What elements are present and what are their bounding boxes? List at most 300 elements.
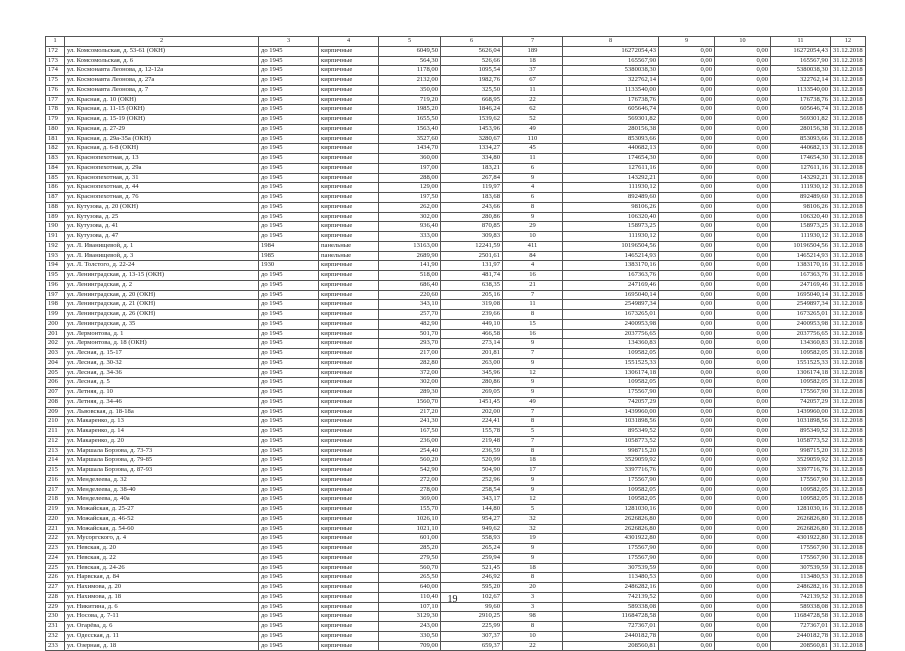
table-row — [46, 524, 866, 534]
table-cell: 12 — [503, 495, 563, 505]
table-cell: 197,50 — [379, 193, 441, 203]
table-cell: 188 — [46, 202, 65, 212]
table-cell: 109582,05 — [771, 378, 831, 388]
table-cell: 17 — [503, 466, 563, 476]
table-cell: 9 — [503, 388, 563, 398]
table-cell: 2132,00 — [379, 76, 441, 86]
table-cell: 1551525,33 — [563, 358, 659, 368]
table-cell: 279,50 — [379, 553, 441, 563]
table-cell: 197,00 — [379, 163, 441, 173]
table-cell: 1465214,93 — [771, 251, 831, 261]
table-cell: 189 — [503, 46, 563, 56]
table-cell: 518,00 — [379, 271, 441, 281]
table-cell: до 1945 — [259, 378, 319, 388]
table-cell: 232 — [46, 631, 65, 641]
table-row — [46, 163, 866, 173]
table-row — [46, 115, 866, 125]
table-cell: 141,90 — [379, 261, 441, 271]
table-cell: 239,66 — [441, 310, 503, 320]
column-number-cell: 3 — [259, 37, 319, 47]
table-cell: ул. Красная, д. 11-15 (ОКН) — [65, 105, 259, 115]
column-number-cell: 12 — [831, 37, 866, 47]
table-cell: 0,00 — [659, 641, 715, 651]
table-cell: 31.12.2018 — [831, 85, 866, 95]
table-cell: кирпичные — [319, 183, 379, 193]
table-cell: 0,00 — [715, 300, 771, 310]
table-cell: 0,00 — [659, 388, 715, 398]
table-cell: кирпичные — [319, 397, 379, 407]
table-cell: 0,00 — [659, 300, 715, 310]
table-cell: до 1945 — [259, 85, 319, 95]
table-cell: ул. Менделеева, д. 38-40 — [65, 485, 259, 495]
table-cell: 192 — [46, 241, 65, 251]
table-cell: 208560,81 — [563, 641, 659, 651]
table-cell: кирпичные — [319, 349, 379, 359]
table-cell: ул. Комсомольская, д. 6 — [65, 56, 259, 66]
table-cell: ул. Макаренко, д. 14 — [65, 427, 259, 437]
table-row — [46, 456, 866, 466]
table-row — [46, 202, 866, 212]
table-cell: 196 — [46, 280, 65, 290]
table-cell: 191 — [46, 232, 65, 242]
table-cell: 0,00 — [659, 115, 715, 125]
table-row — [46, 105, 866, 115]
table-cell: ул. Красная, д. 10 (ОКН) — [65, 95, 259, 105]
table-cell: кирпичные — [319, 544, 379, 554]
table-cell: 215 — [46, 466, 65, 476]
column-number-cell: 10 — [715, 37, 771, 47]
table-cell: 466,58 — [441, 329, 503, 339]
table-cell: 350,00 — [379, 85, 441, 95]
table-cell: 109582,05 — [563, 378, 659, 388]
table-cell: 179 — [46, 115, 65, 125]
table-cell: до 1945 — [259, 368, 319, 378]
table-cell: 0,00 — [715, 290, 771, 300]
table-cell: кирпичные — [319, 563, 379, 573]
table-cell: кирпичные — [319, 310, 379, 320]
table-cell: до 1945 — [259, 76, 319, 86]
table-cell: 110 — [503, 134, 563, 144]
table-cell: 31.12.2018 — [831, 553, 866, 563]
table-row — [46, 397, 866, 407]
table-cell: 5 — [503, 427, 563, 437]
table-cell: 0,00 — [715, 456, 771, 466]
table-cell: ул. Космонавта Леонова, д. 7 — [65, 85, 259, 95]
table-row — [46, 134, 866, 144]
table-cell: до 1945 — [259, 505, 319, 515]
table-cell: 0,00 — [659, 251, 715, 261]
table-cell: 31.12.2018 — [831, 329, 866, 339]
table-cell: 31.12.2018 — [831, 456, 866, 466]
table-cell: ул. Ленинградская, д. 21 (ОКН) — [65, 300, 259, 310]
table-cell: 0,00 — [659, 436, 715, 446]
table-cell: 175567,90 — [563, 475, 659, 485]
table-cell: до 1945 — [259, 534, 319, 544]
table-cell: кирпичные — [319, 466, 379, 476]
table-cell: 0,00 — [715, 407, 771, 417]
table-cell: 1021,10 — [379, 524, 441, 534]
table-cell: 0,00 — [659, 583, 715, 593]
table-cell: 360,00 — [379, 154, 441, 164]
table-cell: 0,00 — [659, 319, 715, 329]
table-cell: 322762,14 — [771, 76, 831, 86]
table-cell: 1306174,18 — [563, 368, 659, 378]
table-cell: 258,54 — [441, 485, 503, 495]
table-row — [46, 583, 866, 593]
table-cell: 853093,66 — [563, 134, 659, 144]
table-cell: 181 — [46, 134, 65, 144]
table-cell: 110,40 — [379, 592, 441, 602]
table-cell: 31.12.2018 — [831, 144, 866, 154]
table-cell: 205,16 — [441, 290, 503, 300]
table-cell: 309,83 — [441, 232, 503, 242]
table-cell: 8 — [503, 446, 563, 456]
table-cell: 31.12.2018 — [831, 66, 866, 76]
table-cell: 111930,12 — [771, 183, 831, 193]
table-cell: 0,00 — [715, 280, 771, 290]
table-cell: 225,99 — [441, 622, 503, 632]
table-cell: до 1945 — [259, 280, 319, 290]
table-cell: 892489,60 — [771, 193, 831, 203]
table-cell: 31.12.2018 — [831, 115, 866, 125]
table-cell: 0,00 — [715, 115, 771, 125]
table-cell: 165567,90 — [771, 56, 831, 66]
table-cell: до 1945 — [259, 154, 319, 164]
table-cell: 10 — [503, 631, 563, 641]
table-cell: до 1945 — [259, 563, 319, 573]
table-cell: 31.12.2018 — [831, 563, 866, 573]
table-row — [46, 563, 866, 573]
table-cell: 542,90 — [379, 466, 441, 476]
table-cell: 343,17 — [441, 495, 503, 505]
table-cell: 0,00 — [659, 105, 715, 115]
table-cell: 742139,52 — [563, 592, 659, 602]
table-cell: 1551525,33 — [771, 358, 831, 368]
table-cell: 111930,12 — [563, 232, 659, 242]
table-cell: 1695040,14 — [771, 290, 831, 300]
table-cell: 220,60 — [379, 290, 441, 300]
table-row — [46, 290, 866, 300]
table-cell: 569301,82 — [563, 115, 659, 125]
table-cell: 52 — [503, 115, 563, 125]
table-row — [46, 427, 866, 437]
table-row — [46, 622, 866, 632]
table-cell: 521,45 — [441, 563, 503, 573]
table-cell: 113480,53 — [771, 573, 831, 583]
table-cell: 31.12.2018 — [831, 397, 866, 407]
table-cell: 278,00 — [379, 485, 441, 495]
table-cell: ул. Лесная, д. 30-32 — [65, 358, 259, 368]
housing-register-table — [45, 36, 866, 651]
table-row — [46, 95, 866, 105]
table-cell: 177 — [46, 95, 65, 105]
table-cell: 184 — [46, 163, 65, 173]
table-cell: 7 — [503, 436, 563, 446]
table-cell: до 1945 — [259, 56, 319, 66]
table-cell: 440682,13 — [563, 144, 659, 154]
table-cell: 0,00 — [659, 232, 715, 242]
table-cell: 31.12.2018 — [831, 271, 866, 281]
table-cell: 19 — [503, 534, 563, 544]
table-row — [46, 358, 866, 368]
table-cell: кирпичные — [319, 280, 379, 290]
column-number-cell: 4 — [319, 37, 379, 47]
table-cell: 31.12.2018 — [831, 193, 866, 203]
column-number-cell: 1 — [46, 37, 65, 47]
table-cell: 0,00 — [659, 534, 715, 544]
table-cell: 45 — [503, 144, 563, 154]
table-cell: 31.12.2018 — [831, 76, 866, 86]
table-row — [46, 368, 866, 378]
table-cell: 0,00 — [659, 339, 715, 349]
table-cell: 0,00 — [715, 193, 771, 203]
table-row — [46, 76, 866, 86]
table-cell: 109582,05 — [563, 349, 659, 359]
table-cell: 220 — [46, 514, 65, 524]
table-cell: 0,00 — [659, 163, 715, 173]
table-cell: 109582,05 — [771, 485, 831, 495]
table-cell: 5380038,30 — [771, 66, 831, 76]
table-cell: ул. Космонавта Леонова, д. 27а — [65, 76, 259, 86]
table-row — [46, 222, 866, 232]
table-cell: 2486282,16 — [771, 583, 831, 593]
table-cell: 84 — [503, 251, 563, 261]
table-cell: кирпичные — [319, 212, 379, 222]
table-cell: ул. Макаренко, д. 13 — [65, 417, 259, 427]
table-cell: 176738,76 — [771, 95, 831, 105]
table-cell: кирпичные — [319, 495, 379, 505]
table-cell: 205 — [46, 368, 65, 378]
table-cell: 174654,30 — [563, 154, 659, 164]
table-cell: 11 — [503, 154, 563, 164]
table-cell: 0,00 — [715, 66, 771, 76]
table-cell: 0,00 — [715, 251, 771, 261]
table-cell: 31.12.2018 — [831, 300, 866, 310]
table-cell: до 1945 — [259, 573, 319, 583]
table-cell: 10196504,56 — [771, 241, 831, 251]
table-cell: кирпичные — [319, 329, 379, 339]
table-cell: 31.12.2018 — [831, 602, 866, 612]
table-cell: 49 — [503, 124, 563, 134]
table-cell: 5380038,30 — [563, 66, 659, 76]
table-cell: 227 — [46, 583, 65, 593]
table-cell: 280156,38 — [563, 124, 659, 134]
table-cell: 411 — [503, 241, 563, 251]
table-cell: 31.12.2018 — [831, 612, 866, 622]
table-cell: 289,30 — [379, 388, 441, 398]
table-row — [46, 144, 866, 154]
table-cell: кирпичные — [319, 524, 379, 534]
table-cell: 67 — [503, 76, 563, 86]
table-cell: 1334,27 — [441, 144, 503, 154]
table-cell: 1984 — [259, 241, 319, 251]
column-number-cell: 9 — [659, 37, 715, 47]
table-cell: ул. Л. Толстого, д. 22-24 — [65, 261, 259, 271]
table-cell: 210 — [46, 417, 65, 427]
table-row — [46, 124, 866, 134]
table-row — [46, 212, 866, 222]
table-cell: 3129,30 — [379, 612, 441, 622]
table-cell: 998715,20 — [771, 446, 831, 456]
table-cell: до 1945 — [259, 66, 319, 76]
table-cell: 31.12.2018 — [831, 427, 866, 437]
table-cell: до 1945 — [259, 163, 319, 173]
table-cell: 224,41 — [441, 417, 503, 427]
table-cell: 2626826,80 — [563, 514, 659, 524]
table-cell: 243,66 — [441, 202, 503, 212]
table-cell: ул. Кутузова, д. 41 — [65, 222, 259, 232]
table-cell: 605646,74 — [563, 105, 659, 115]
table-cell: 3 — [503, 602, 563, 612]
table-cell: 319,08 — [441, 300, 503, 310]
table-cell: 2440182,78 — [771, 631, 831, 641]
table-row — [46, 612, 866, 622]
table-cell: 1985 — [259, 251, 319, 261]
table-cell: 243,00 — [379, 622, 441, 632]
table-cell: 0,00 — [659, 212, 715, 222]
table-cell: ул. Ленинградская, д. 35 — [65, 319, 259, 329]
table-cell: 222 — [46, 534, 65, 544]
table-cell: 325,50 — [441, 85, 503, 95]
table-cell: 175567,90 — [771, 475, 831, 485]
table-cell: кирпичные — [319, 368, 379, 378]
table-cell: 31.12.2018 — [831, 583, 866, 593]
table-cell: 254,40 — [379, 446, 441, 456]
table-cell: 0,00 — [715, 378, 771, 388]
table-cell: 219,48 — [441, 436, 503, 446]
table-cell: 449,10 — [441, 319, 503, 329]
table-cell: 0,00 — [659, 612, 715, 622]
table-cell: 1133540,00 — [563, 85, 659, 95]
table-cell: до 1945 — [259, 592, 319, 602]
table-cell: до 1945 — [259, 310, 319, 320]
table-cell: 1465214,93 — [563, 251, 659, 261]
table-cell: 564,30 — [379, 56, 441, 66]
table-cell: до 1945 — [259, 105, 319, 115]
table-cell: 0,00 — [715, 76, 771, 86]
table-cell: 11 — [503, 85, 563, 95]
table-cell: до 1945 — [259, 124, 319, 134]
table-cell: 0,00 — [659, 95, 715, 105]
table-cell: 8 — [503, 310, 563, 320]
table-cell: 31.12.2018 — [831, 173, 866, 183]
table-cell: 247169,46 — [563, 280, 659, 290]
table-cell: 5626,04 — [441, 46, 503, 56]
table-cell: 9 — [503, 553, 563, 563]
table-cell: 0,00 — [715, 358, 771, 368]
table-row — [46, 388, 866, 398]
table-row — [46, 310, 866, 320]
table-cell: 280156,38 — [771, 124, 831, 134]
table-cell: 0,00 — [715, 85, 771, 95]
table-cell: 31.12.2018 — [831, 388, 866, 398]
table-cell: 183,68 — [441, 193, 503, 203]
table-cell: до 1945 — [259, 349, 319, 359]
table-cell: 263,00 — [441, 358, 503, 368]
table-cell: ул. Невская, д. 20 — [65, 544, 259, 554]
table-row — [46, 641, 866, 651]
table-cell: до 1945 — [259, 329, 319, 339]
table-cell: 0,00 — [715, 641, 771, 651]
table-cell: ул. Менделеева, д. 40а — [65, 495, 259, 505]
table-cell: 176 — [46, 85, 65, 95]
table-cell: ул. Комсомольская, д. 53-61 (ОКН) — [65, 46, 259, 56]
table-cell: 2626826,80 — [563, 524, 659, 534]
table-cell: 119,97 — [441, 183, 503, 193]
table-cell: 11684728,58 — [771, 612, 831, 622]
table-cell: 8 — [503, 622, 563, 632]
table-cell: 0,00 — [715, 368, 771, 378]
table-cell: 0,00 — [715, 427, 771, 437]
table-cell: до 1945 — [259, 232, 319, 242]
table-cell: 29 — [503, 222, 563, 232]
table-cell: 109582,05 — [771, 495, 831, 505]
table-cell: 165567,90 — [563, 56, 659, 66]
table-row — [46, 271, 866, 281]
table-cell: 225 — [46, 563, 65, 573]
table-cell: ул. Носова, д. 7-11 — [65, 612, 259, 622]
table-cell: ул. Кутузова, д. 47 — [65, 232, 259, 242]
table-cell: 727367,01 — [563, 622, 659, 632]
table-cell: 520,99 — [441, 456, 503, 466]
table-cell: кирпичные — [319, 622, 379, 632]
table-cell: 167,50 — [379, 427, 441, 437]
table-row — [46, 329, 866, 339]
table-cell: 330,50 — [379, 631, 441, 641]
table-cell: 1434,70 — [379, 144, 441, 154]
table-cell: кирпичные — [319, 641, 379, 651]
table-cell: 187 — [46, 193, 65, 203]
table-cell: 31.12.2018 — [831, 241, 866, 251]
table-cell: 0,00 — [659, 222, 715, 232]
table-cell: 174654,30 — [771, 154, 831, 164]
table-cell: 0,00 — [659, 349, 715, 359]
table-cell: 31.12.2018 — [831, 631, 866, 641]
table-cell: до 1945 — [259, 553, 319, 563]
table-cell: 0,00 — [659, 427, 715, 437]
table-cell: 659,37 — [441, 641, 503, 651]
column-number-cell: 6 — [441, 37, 503, 47]
table-cell: 686,40 — [379, 280, 441, 290]
table-cell: 143292,21 — [771, 173, 831, 183]
table-cell: 1439960,00 — [563, 407, 659, 417]
table-cell: 0,00 — [715, 222, 771, 232]
table-cell: 1982,76 — [441, 76, 503, 86]
table-cell: 31.12.2018 — [831, 163, 866, 173]
table-cell: 0,00 — [715, 134, 771, 144]
table-cell: 0,00 — [659, 124, 715, 134]
table-cell: 175 — [46, 76, 65, 86]
table-cell: до 1945 — [259, 358, 319, 368]
table-cell: 0,00 — [715, 173, 771, 183]
table-row — [46, 251, 866, 261]
table-cell: кирпичные — [319, 144, 379, 154]
table-cell: 195 — [46, 271, 65, 281]
table-cell: кирпичные — [319, 134, 379, 144]
table-cell: до 1945 — [259, 524, 319, 534]
table-cell: ул. Нахимова, д. 20 — [65, 583, 259, 593]
table-cell: кирпичные — [319, 407, 379, 417]
table-row — [46, 66, 866, 76]
table-cell: до 1945 — [259, 144, 319, 154]
table-cell: 186 — [46, 183, 65, 193]
table-cell: 0,00 — [659, 573, 715, 583]
table-cell: 0,00 — [715, 271, 771, 281]
table-cell: 0,00 — [659, 466, 715, 476]
table-cell: 134360,83 — [563, 339, 659, 349]
table-cell: 18 — [503, 456, 563, 466]
table-cell: 208560,81 — [771, 641, 831, 651]
